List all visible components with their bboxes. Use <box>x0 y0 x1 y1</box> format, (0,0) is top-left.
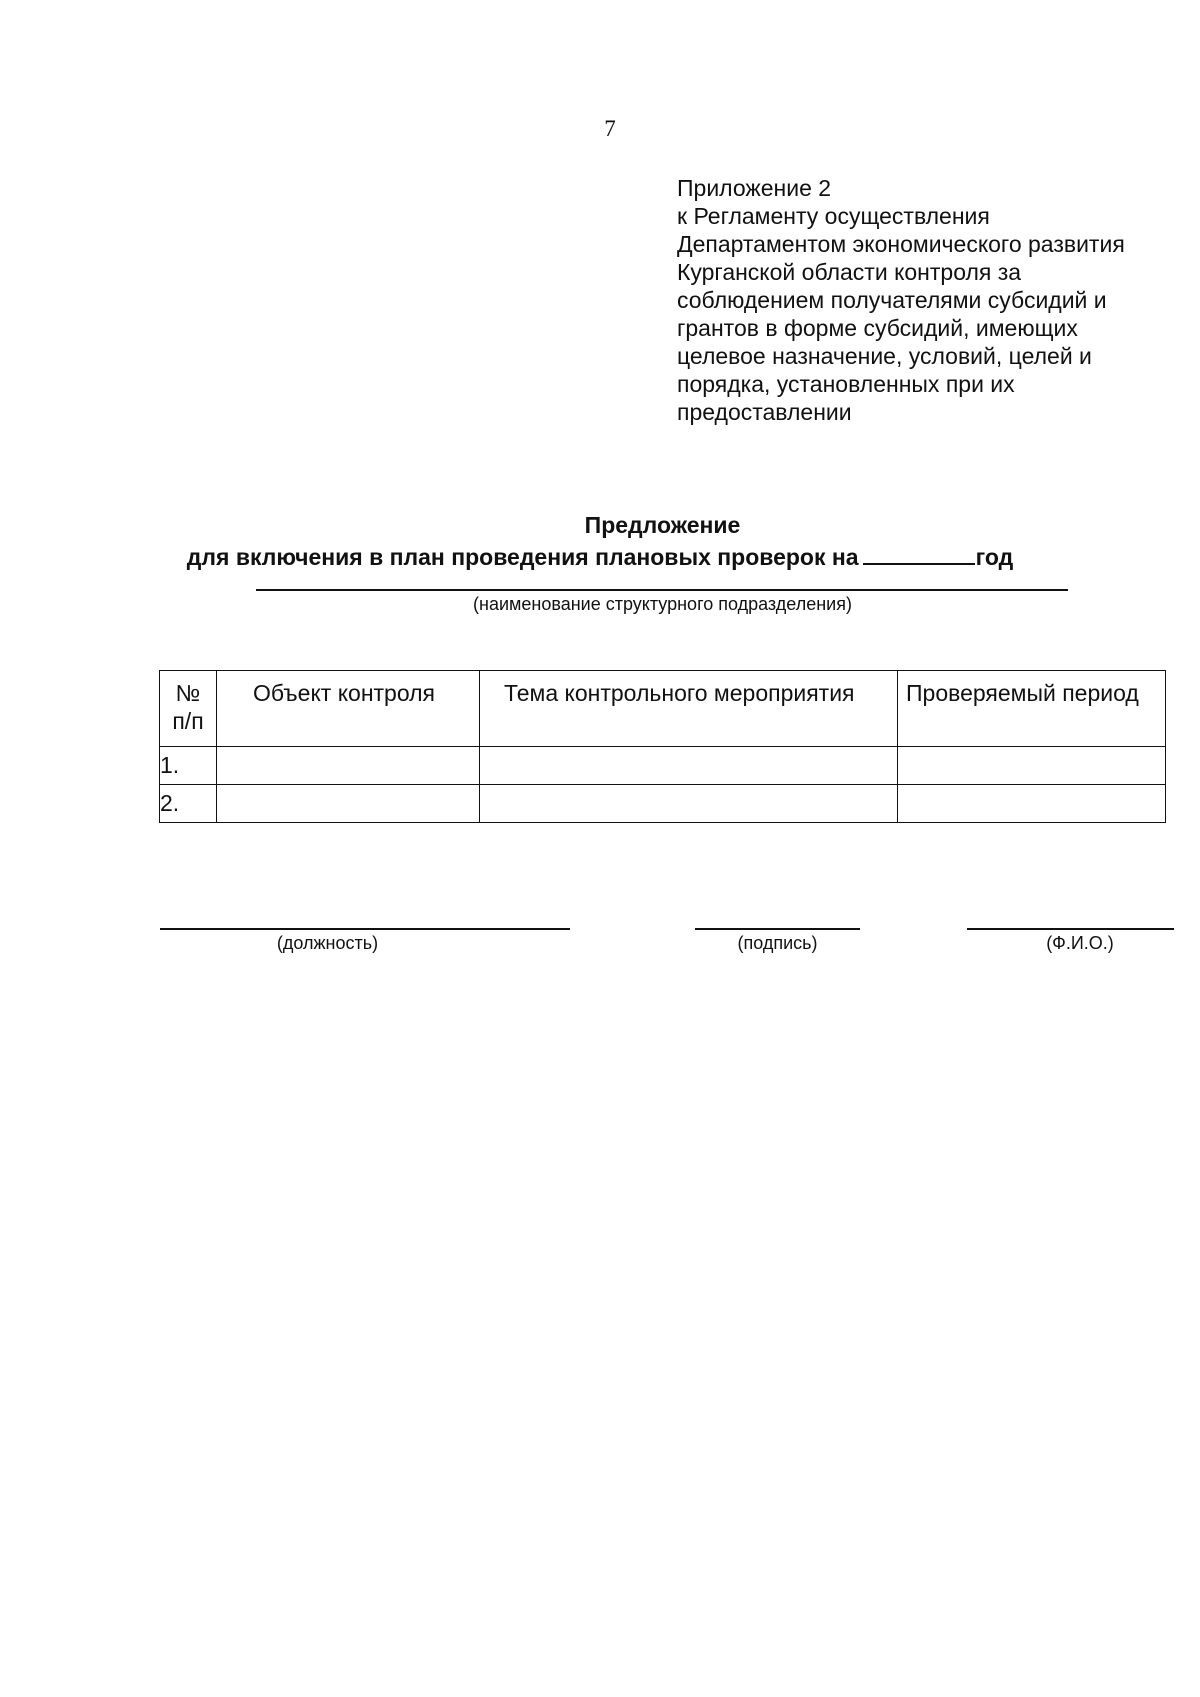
year-blank-field[interactable] <box>863 541 975 565</box>
appendix-line: Департаментом экономического развития <box>677 231 1125 257</box>
signature-caption: (подпись) <box>737 933 818 953</box>
subtitle-year-word: год <box>975 544 1014 570</box>
cell-topic[interactable] <box>480 785 898 823</box>
appendix-line: к Регламенту осуществления <box>677 203 990 229</box>
page-number: 7 <box>604 116 616 141</box>
appendix-line: предоставлении <box>677 399 852 425</box>
position-caption: (должность) <box>276 933 379 953</box>
cell-period[interactable] <box>898 785 1166 823</box>
row-number: 1. <box>160 747 217 785</box>
appendix-line: грантов в форме субсидий, имеющих <box>677 315 1078 341</box>
table-row <box>160 747 1166 785</box>
document-subtitle <box>0 541 1200 572</box>
cell-topic[interactable] <box>480 747 898 785</box>
table-header-row <box>160 671 1166 747</box>
row-number: 2. <box>160 785 217 823</box>
appendix-line: порядка, установленных при их <box>677 371 1015 397</box>
header-number <box>160 671 217 747</box>
cell-control-object[interactable] <box>217 747 480 785</box>
division-name-line[interactable] <box>256 589 1068 591</box>
header-number-abbr: п/п <box>172 708 204 734</box>
header-period: Проверяемый период <box>898 671 1166 747</box>
cell-control-object[interactable] <box>217 785 480 823</box>
document-title: Предложение <box>584 512 741 538</box>
subtitle-text: для включения в план проведения плановых проверок на <box>186 544 859 570</box>
appendix-line: Курганской области контроля за <box>677 259 1022 285</box>
cell-period[interactable] <box>898 747 1166 785</box>
header-control-object: Объект контроля <box>217 671 480 747</box>
position-signature-line[interactable] <box>160 928 570 930</box>
header-number-sign: № <box>175 680 201 706</box>
appendix-line: соблюдением получателями субсидий и <box>677 287 1107 313</box>
header-topic: Тема контрольного мероприятия <box>480 671 898 747</box>
division-caption: (наименование структурного подразделения) <box>473 594 852 614</box>
inspection-plan-table <box>159 670 1166 823</box>
appendix-line: Приложение 2 <box>677 175 832 201</box>
appendix-block <box>677 174 1177 426</box>
fio-caption: (Ф.И.О.) <box>1046 933 1114 953</box>
signature-line[interactable] <box>695 928 860 930</box>
table-row <box>160 785 1166 823</box>
fio-signature-line[interactable] <box>967 928 1174 930</box>
appendix-line: целевое назначение, условий, целей и <box>677 343 1092 369</box>
